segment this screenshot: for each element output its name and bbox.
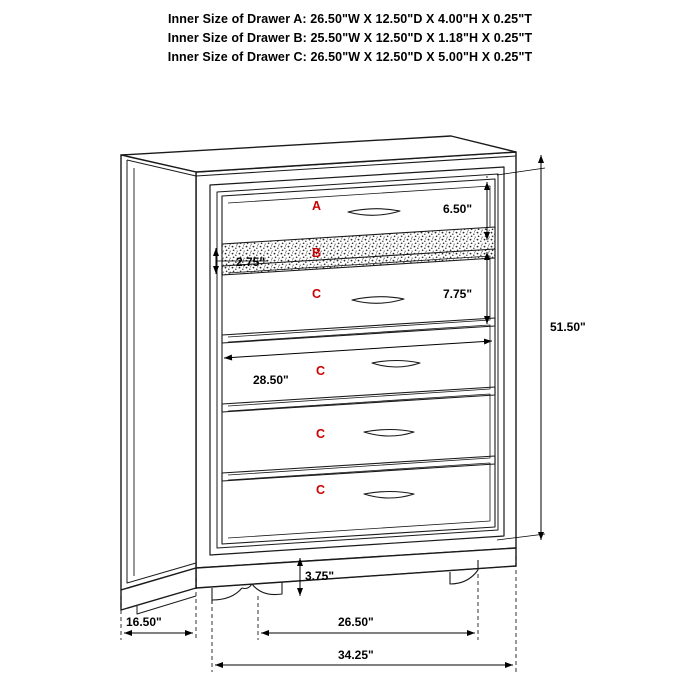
dimension-total-height: 51.50" (550, 320, 586, 334)
drawer-c-spec: Inner Size of Drawer C: 26.50"W X 12.50"D X 5.00"H X 0.25"T (167, 50, 533, 64)
drawer-label: C (316, 483, 326, 497)
dimension-leg-height: 3.75" (305, 569, 335, 583)
drawer-b-spec: Inner Size of Drawer B: 25.50"W X 12.50"D X 1.18"H X 0.25"T (167, 31, 533, 45)
drawer-label: B (312, 246, 322, 260)
drawer-a-spec: Inner Size of Drawer A: 26.50"W X 12.50"D X 4.00"H X 0.25"T (167, 12, 532, 26)
drawer-label: C (316, 364, 326, 378)
dimension-depth: 16.50" (126, 615, 162, 629)
dimension-base-width: 26.50" (338, 615, 374, 629)
dimension-overall-width: 34.25" (338, 648, 374, 662)
dimension-inner-width: 28.50" (253, 373, 289, 387)
drawer-label: C (312, 287, 322, 301)
dimension-drawer-a-height: 6.50" (443, 202, 473, 216)
dimension-drawer-c-height: 7.75" (443, 287, 473, 301)
drawer-label: C (316, 427, 326, 441)
dimension-drawer-b-height: 2.75" (236, 255, 266, 269)
drawer-label: A (312, 199, 322, 213)
